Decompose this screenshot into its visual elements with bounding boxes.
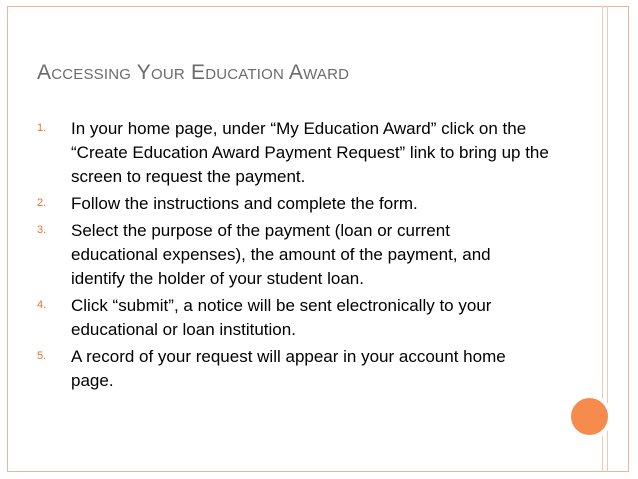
list-item xyxy=(37,117,557,189)
list-number: 1. xyxy=(37,122,47,134)
list-text: Click “submit”, a notice will be sent electronically to your educational or loan institution. xyxy=(71,296,492,339)
instruction-list xyxy=(37,117,557,396)
list-text: In your home page, under “My Education Award” click on the “Create Education Award Payment Request” link to bring up the screen to request the payment. xyxy=(71,119,549,186)
list-item xyxy=(37,345,557,393)
list-text: Select the purpose of the payment (loan or current educational expenses), the amount of the payment, and identify the holder of your student loan. xyxy=(71,221,491,288)
orange-circle-icon xyxy=(571,398,608,435)
list-text: A record of your request will appear in your account home page. xyxy=(71,347,506,390)
list-number: 2. xyxy=(37,197,47,209)
list-item xyxy=(37,219,557,291)
list-number: 5. xyxy=(37,350,47,362)
slide-title: Accessing Your Education Award xyxy=(37,61,350,84)
list-number: 3. xyxy=(37,224,47,236)
list-text: Follow the instructions and complete the form. xyxy=(71,194,418,213)
list-item xyxy=(37,192,557,216)
list-number: 4. xyxy=(37,299,47,311)
list-item xyxy=(37,294,557,342)
